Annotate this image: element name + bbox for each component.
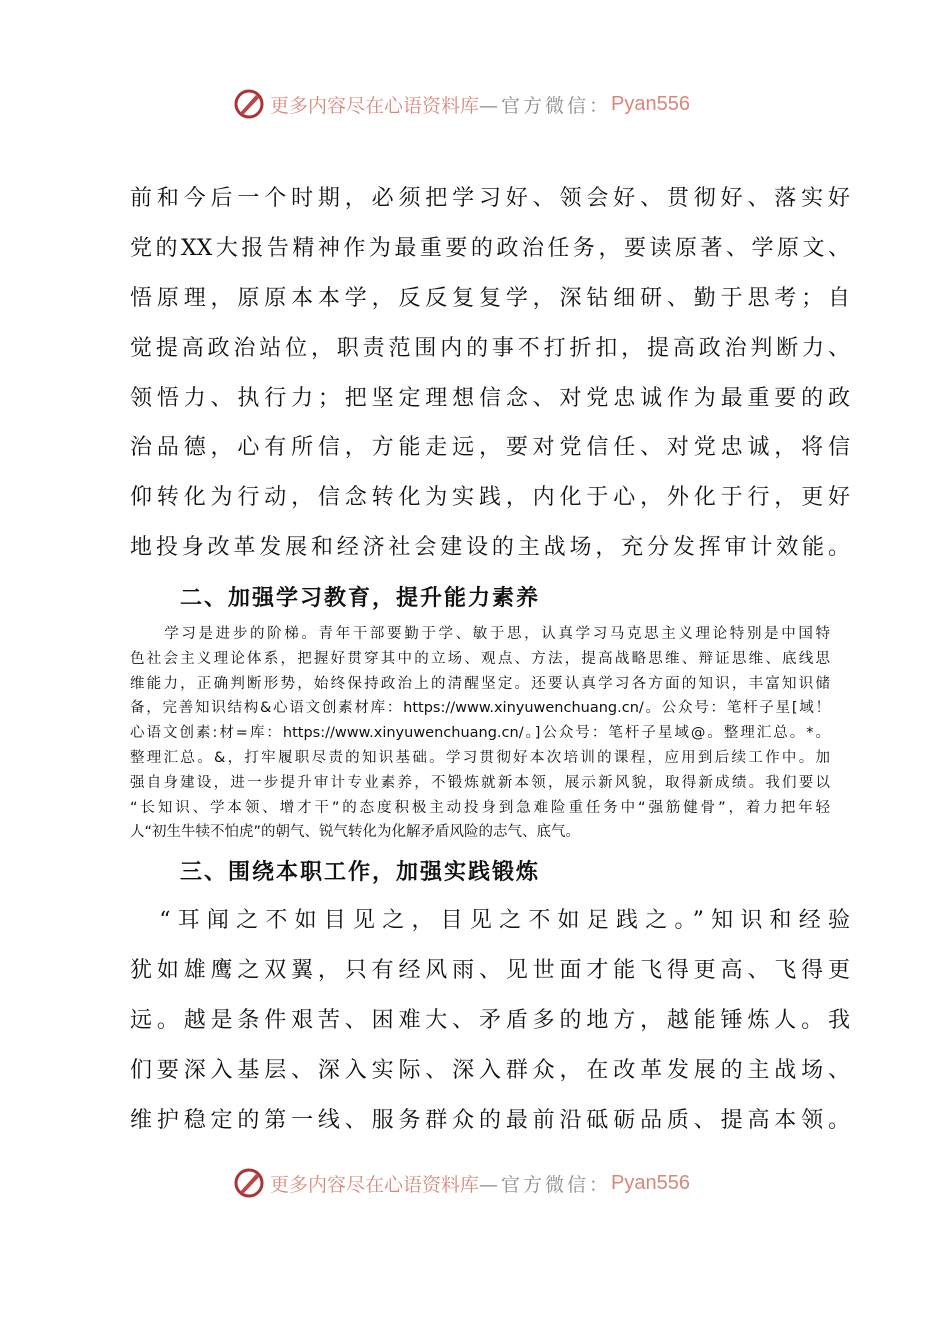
text-line: “耳闻之不如目见之，目见之不如足践之。”知识和经验 — [130, 908, 850, 933]
banner-dash: —官方微信： — [479, 94, 612, 117]
footer-banner — [232, 1165, 690, 1201]
text-line: 整理汇总。&，打牢履职尽责的知识基础。学习贯彻好本次培训的课程，应用到后续工作中。加 — [130, 750, 830, 766]
text-line: 领悟力、执行力；把坚定理想信念、对党忠诚作为最重要的政 — [130, 386, 850, 411]
text-line: 治品德，心有所信，方能走远，要对党信任、对党忠诚，将信 — [130, 435, 850, 460]
text-line: 觉提高政治站位，职责范围内的事不打折扣，提高政治判断力、 — [130, 336, 850, 361]
banner-dash: —官方微信： — [479, 1173, 612, 1196]
section-heading-3: 三、围绕本职工作，加强实践锻炼 — [180, 859, 541, 885]
text-line: 仰转化为行动，信念转化为实践，内化于心，外化于行，更好 — [130, 485, 850, 510]
text-line: 党的XX大报告精神作为最重要的政治任务，要读原著、学原文、 — [130, 236, 850, 261]
banner-wechat-id: Pyan556 — [611, 92, 690, 115]
pen-logo-icon — [232, 1166, 266, 1200]
text-line: 备，完善知识结构&心语文创素材库：https://www.xinyuwenchuang.cn/。公众号：笔杆子星[域！ — [130, 700, 830, 716]
banner-wechat-id: Pyan556 — [611, 1171, 690, 1194]
text-line: 悟原理，原原本本学，反反复复学，深钻细研、勤于思考；自 — [130, 286, 850, 311]
text-line: 地投身改革发展和经济社会建设的主战场，充分发挥审计效能。 — [130, 535, 850, 560]
header-banner — [232, 86, 690, 122]
text-line: 色社会主义理论体系，把握好贯穿其中的立场、观点、方法，提高战略思维、辩证思维、底线思 — [130, 651, 830, 667]
text-line: 强自身建设，进一步提升审计专业素养，不锻炼就新本领，展示新风貌，取得新成绩。我们要以 — [130, 775, 830, 791]
text-line: 心语文创素:材=库：https://www.xinyuwenchuang.cn/。]公众号：笔杆子星域@。整理汇总。*。 — [130, 725, 830, 741]
text-line: 们要深入基层、深入实际、深入群众，在改革发展的主战场、 — [130, 1058, 850, 1083]
text-line: 维能力，正确判断形势，始终保持政治上的清醒坚定。还要认真学习各方面的知识，丰富知识储 — [130, 676, 830, 692]
text-line: 学习是进步的阶梯。青年干部要勤于学、敏于思，认真学习马克思主义理论特别是中国特 — [130, 626, 830, 642]
text-line: 前和今后一个时期，必须把学习好、领会好、贯彻好、落实好 — [130, 186, 850, 211]
banner-text: 更多内容尽在心语资料库 — [270, 94, 480, 117]
text-line: 维护稳定的第一线、服务群众的最前沿砥砺品质、提高本领。 — [130, 1108, 850, 1133]
banner-text: 更多内容尽在心语资料库 — [270, 1173, 480, 1196]
text-line: 犹如雄鹰之双翼，只有经风雨、见世面才能飞得更高、飞得更 — [130, 958, 850, 983]
pen-logo-icon — [232, 87, 266, 121]
text-line: “长知识、学本领、增才干”的态度积极主动投身到急难险重任务中“强筋健骨”，着力把年轻 — [130, 800, 830, 816]
section-heading-2: 二、加强学习教育，提升能力素养 — [180, 585, 541, 611]
text-line: 人“初生牛犊不怕虎”的朝气、锐气转化为化解矛盾风险的志气、底气。 — [130, 824, 581, 840]
text-line: 远。越是条件艰苦、困难大、矛盾多的地方，越能锤炼人。我 — [130, 1008, 850, 1033]
